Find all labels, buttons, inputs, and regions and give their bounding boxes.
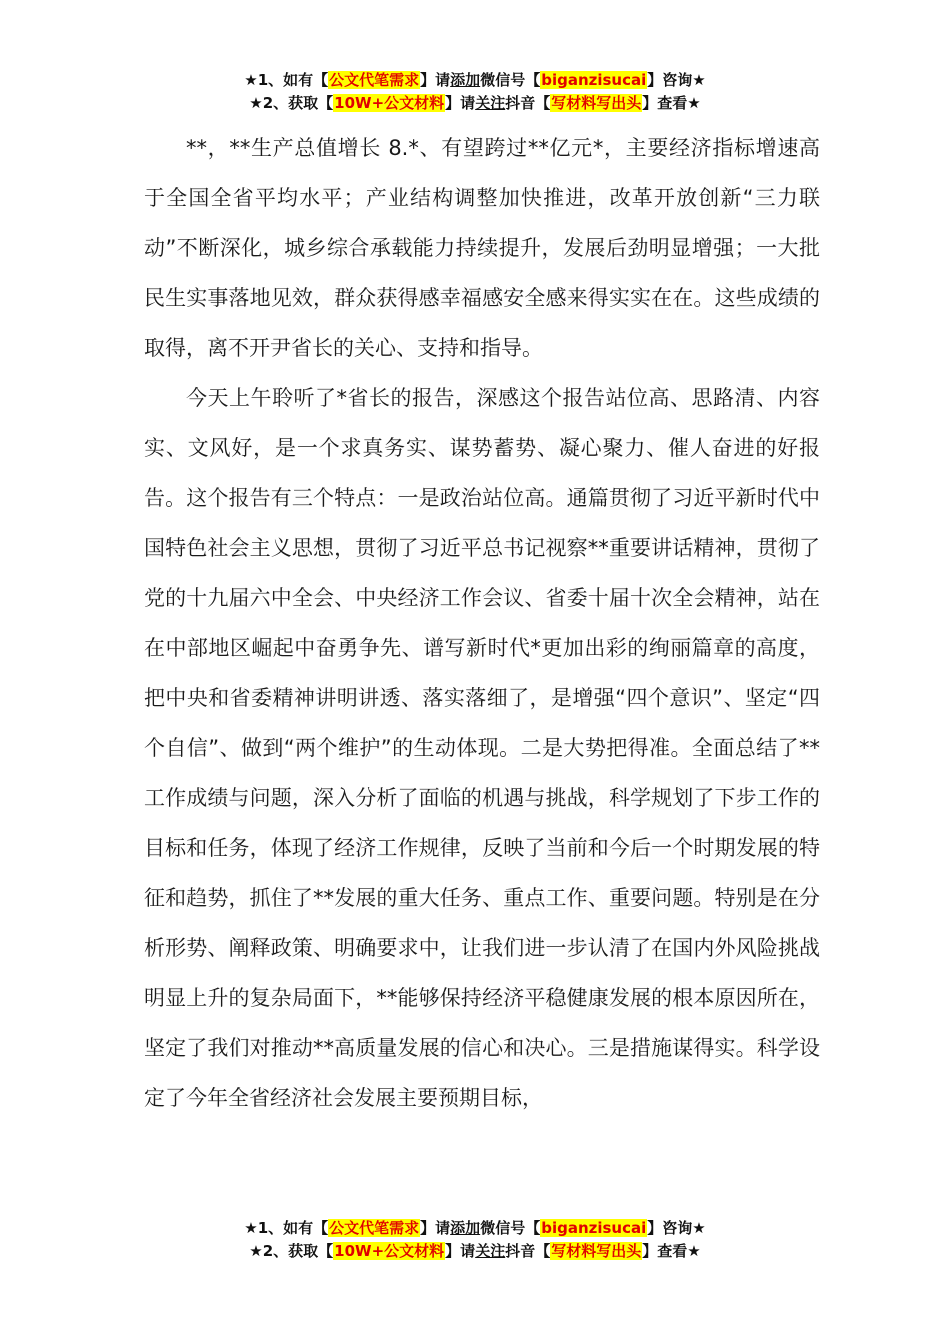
highlight-wechat-id: biganzisucai <box>541 1219 647 1237</box>
paragraph-2: 今天上午聆听了*省长的报告，深感这个报告站位高、思路清、内容实、文风好，是一个求真务实、谋势蓄势、凝心聚力、催人奋进的好报告。这个报告有三个特点：一是政治站位高。通篇贯彻了习近平新时代中国特色社会主义思想，贯彻了习近平总书记视察**重要讲话精神，贯彻了党的十九届六中全会、中央经济工作会议、省委十届十次全会精神，站在在中部地区崛起中奋勇争先、谱写新时代*更加出彩的绚丽篇章的高度，把中央和省委精神讲明讲透、落实落细了，是增强“四个意识”、坚定“四个自信”、做到“两个维护”的生动体现。二是大势把得准。全面总结了**工作成绩与问题，深入分析了面临的机遇与挑战，科学规划了下步工作的目标和任务，体现了经济工作规律，反映了当前和今后一个时期发展的特征和趋势，抓住了**发展的重大任务、重点工作、重要问题。特别是在分析形势、阐释政策、明确要求中，让我们进一步认清了在国内外风险挑战明显上升的复杂局面下，**能够保持经济平稳健康发展的根本原因所在，坚定了我们对推动**高质量发展的信心和决心。三是措施谋得实。科学设定了今年全省经济社会发展主要预期目标， <box>144 386 820 1110</box>
highlight-wechat-id: biganzisucai <box>541 71 647 89</box>
footer-banner <box>0 1217 950 1263</box>
highlight-ghostwriting: 公文代笔需求 <box>329 1219 420 1237</box>
highlight-ghostwriting: 公文代笔需求 <box>329 71 420 89</box>
star-icon: ★ <box>687 1242 701 1260</box>
banner-line-1: ★1、如有【公文代笔需求】请添加微信号【biganzisucai】咨询★ <box>244 71 706 89</box>
highlight-materials: 10W+公文材料 <box>334 1242 445 1260</box>
highlight-douyin: 写材料写出头 <box>551 94 642 112</box>
header-banner <box>0 69 950 115</box>
star-icon: ★ <box>249 1242 263 1260</box>
paragraph-1: **，**生产总值增长 8.*、有望跨过**亿元*，主要经济指标增速高于全国全省平均水平；产业结构调整加快推进，改革开放创新“三力联动”不断深化，城乡综合承载能力持续提升，发展后劲明显增强；一大批民生实事落地见效，群众获得感幸福感安全感来得实实在在。这些成绩的取得，离不开尹省长的关心、支持和指导。 <box>144 136 820 360</box>
star-icon: ★ <box>692 71 706 89</box>
star-icon: ★ <box>244 71 258 89</box>
banner-line-2: ★2、获取【10W+公文材料】请关注抖音【写材料写出头】查看★ <box>249 94 701 112</box>
star-icon: ★ <box>687 94 701 112</box>
banner-line-2: ★2、获取【10W+公文材料】请关注抖音【写材料写出头】查看★ <box>249 1242 701 1260</box>
banner-line-1: ★1、如有【公文代笔需求】请添加微信号【biganzisucai】咨询★ <box>244 1219 706 1237</box>
highlight-materials: 10W+公文材料 <box>334 94 445 112</box>
highlight-douyin: 写材料写出头 <box>551 1242 642 1260</box>
star-icon: ★ <box>692 1219 706 1237</box>
star-icon: ★ <box>249 94 263 112</box>
star-icon: ★ <box>244 1219 258 1237</box>
document-body <box>144 123 820 1123</box>
